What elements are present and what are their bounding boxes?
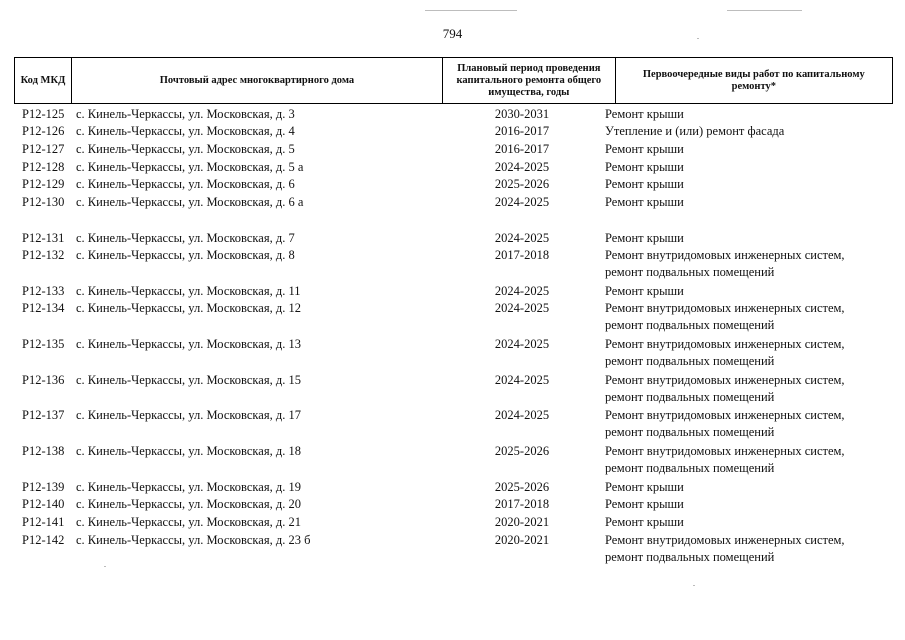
row-works: Ремонт крыши [605,177,684,191]
row-works: Ремонт внутридомовых инженерных систем, ремонт подвальных помещений [605,248,845,279]
row-works: Ремонт внутридомовых инженерных систем, ремонт подвальных помещений [605,337,845,368]
row-address: с. Кинель-Черкассы, ул. Московская, д. 6 а [76,195,304,209]
scan-artifact-line [727,10,802,11]
row-code: Р12-125 [22,107,65,121]
table-header [14,57,893,104]
row-address: с. Кинель-Черкассы, ул. Московская, д. 7 [76,231,295,245]
row-address: с. Кинель-Черкассы, ул. Московская, д. 20 [76,497,301,511]
header-address: Почтовый адрес многоквартирного дома [72,58,443,103]
row-code: Р12-130 [22,195,65,209]
row-period: 2030-2031 [494,107,550,121]
row-period: 2020-2021 [494,533,550,547]
row-works: Ремонт внутридомовых инженерных систем, ремонт подвальных помещений [605,444,845,475]
row-period: 2025-2026 [494,177,550,191]
row-code: Р12-131 [22,231,65,245]
row-works: Утепление и (или) ремонт фасада [605,124,785,138]
row-period: 2025-2026 [494,444,550,458]
row-code: Р12-134 [22,301,65,315]
row-works: Ремонт крыши [605,160,684,174]
row-address: с. Кинель-Черкассы, ул. Московская, д. 11 [76,284,301,298]
row-address: с. Кинель-Черкассы, ул. Московская, д. 21 [76,515,301,529]
row-works: Ремонт крыши [605,231,684,245]
row-code: Р12-132 [22,248,65,262]
row-works: Ремонт крыши [605,515,684,529]
row-code: Р12-141 [22,515,65,529]
row-period: 2017-2018 [494,248,550,262]
scan-artifact-dot [693,585,695,586]
row-period: 2024-2025 [494,373,550,387]
row-period: 2016-2017 [494,142,550,156]
row-period: 2024-2025 [494,160,550,174]
row-code: Р12-139 [22,480,65,494]
row-works: Ремонт внутридомовых инженерных систем, ремонт подвальных помещений [605,373,845,404]
row-code: Р12-142 [22,533,65,547]
row-period: 2024-2025 [494,301,550,315]
row-works: Ремонт внутридомовых инженерных систем, ремонт подвальных помещений [605,301,845,332]
row-code: Р12-135 [22,337,65,351]
row-code: Р12-137 [22,408,65,422]
row-address: с. Кинель-Черкассы, ул. Московская, д. 17 [76,408,301,422]
row-period: 2024-2025 [494,337,550,351]
row-period: 2016-2017 [494,124,550,138]
row-period: 2020-2021 [494,515,550,529]
row-code: Р12-133 [22,284,65,298]
row-address: с. Кинель-Черкассы, ул. Московская, д. 18 [76,444,301,458]
row-code: Р12-127 [22,142,65,156]
row-period: 2025-2026 [494,480,550,494]
row-period: 2024-2025 [494,231,550,245]
row-code: Р12-126 [22,124,65,138]
row-period: 2024-2025 [494,408,550,422]
scan-artifact-dot [104,566,106,567]
row-works: Ремонт крыши [605,107,684,121]
scan-artifact-line [425,10,517,11]
row-code: Р12-136 [22,373,65,387]
row-period: 2024-2025 [494,195,550,209]
row-address: с. Кинель-Черкассы, ул. Московская, д. 5 [76,142,295,156]
row-works: Ремонт крыши [605,497,684,511]
row-works: Ремонт крыши [605,195,684,209]
header-code: Код МКД [15,58,72,103]
row-works: Ремонт внутридомовых инженерных систем, ремонт подвальных помещений [605,533,845,564]
row-address: с. Кинель-Черкассы, ул. Московская, д. 5 а [76,160,304,174]
page-number: 794 [442,26,463,41]
row-address: с. Кинель-Черкассы, ул. Московская, д. 19 [76,480,301,494]
row-code: Р12-140 [22,497,65,511]
row-code: Р12-129 [22,177,65,191]
row-code: Р12-128 [22,160,65,174]
row-address: с. Кинель-Черкассы, ул. Московская, д. 23 б [76,533,311,547]
row-address: с. Кинель-Черкассы, ул. Московская, д. 12 [76,301,301,315]
row-address: с. Кинель-Черкассы, ул. Московская, д. 3 [76,107,295,121]
row-address: с. Кинель-Черкассы, ул. Московская, д. 4 [76,124,295,138]
row-address: с. Кинель-Черкассы, ул. Московская, д. 6 [76,177,295,191]
row-works: Ремонт крыши [605,142,684,156]
header-works: Первоочередные виды работ по капитальному ремонту* [642,68,865,92]
row-address: с. Кинель-Черкассы, ул. Московская, д. 8 [76,248,295,262]
row-address: с. Кинель-Черкассы, ул. Московская, д. 13 [76,337,301,351]
row-address: с. Кинель-Черкассы, ул. Московская, д. 15 [76,373,301,387]
row-works: Ремонт внутридомовых инженерных систем, ремонт подвальных помещений [605,408,845,439]
header-period: Плановый период проведения капитального ремонта общего имущества, годы [443,58,616,103]
row-period: 2024-2025 [494,284,550,298]
row-code: Р12-138 [22,444,65,458]
row-works: Ремонт крыши [605,480,684,494]
row-period: 2017-2018 [494,497,550,511]
row-works: Ремонт крыши [605,284,684,298]
